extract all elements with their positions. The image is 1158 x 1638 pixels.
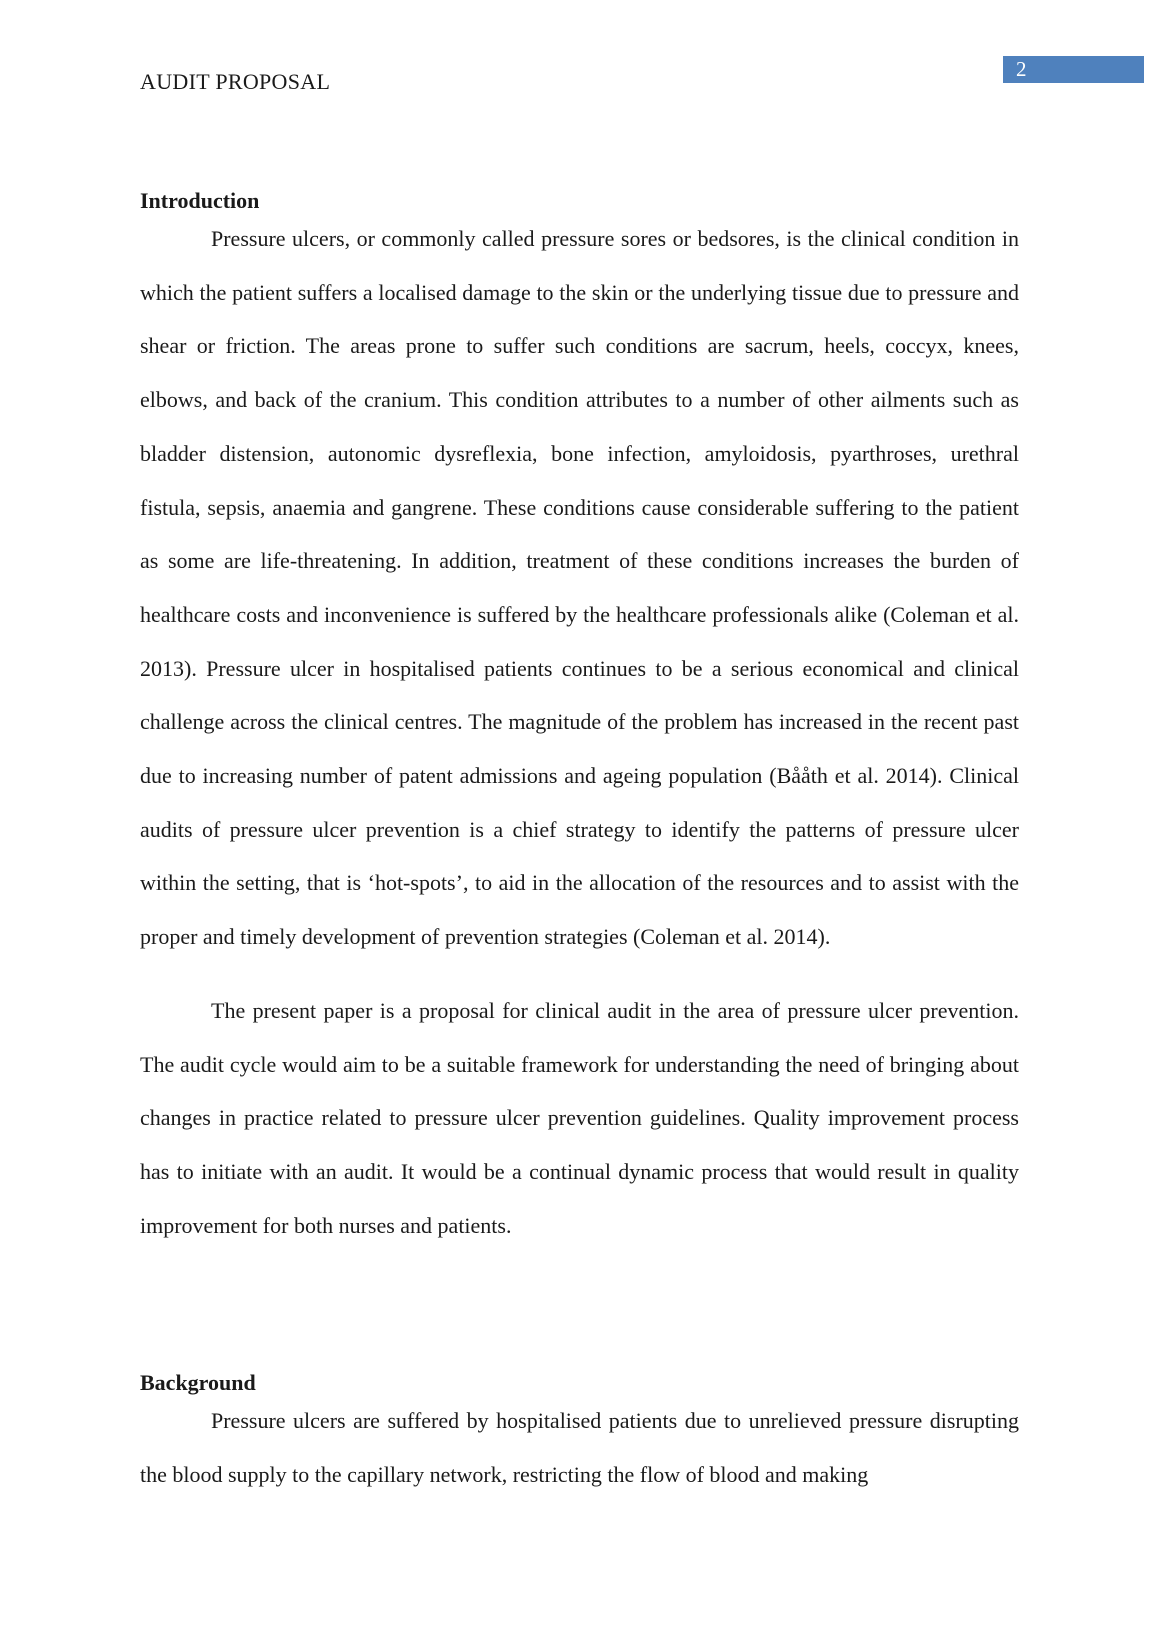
introduction-paragraph-2: The present paper is a proposal for clinical audit in the area of pressure ulcer prevention. The audit cycle would aim to be a suitable framework for understanding the need of bringing about changes in practice related to pressure ulcer prevention guidelines. Quality improvement process has to initiate with an audit. It would be a continual dynamic process that would result in quality improvement for both nurses and patients. [140,997,1019,1238]
background-heading: Background [140,1370,256,1395]
introduction-heading: Introduction [140,188,260,213]
running-head: AUDIT PROPOSAL [140,69,331,94]
paragraph-spacer [140,964,1019,984]
introduction-paragraph-1: Pressure ulcers, or commonly called pressure sores or bedsores, is the clinical condition in which the patient suffers a localised damage to the skin or the underlying tissue due to pressure and shear or friction. The areas prone to suffer such conditions are sacrum, heels, coccyx, knees, elbows, and back of the cranium. This condition attributes to a number of other ailments such as bladder distension, autonomic dysreflexia, bone infection, amyloidosis, pyarthroses, urethral fistula, sepsis, anaemia and gangrene. These conditions cause considerable suffering to the patient as some are life-threatening. In addition, treatment of these conditions increases the burden of healthcare costs and inconvenience is suffered by the healthcare professionals alike (Coleman et al. 2013). Pressure ulcer in hospitalised patients continues to be a serious economical and clinical challenge across the clinical centres. The magnitude of the problem has increased in the recent past due to increasing number of patent admissions and ageing population (Bååth et al. 2014). Clinical audits of pressure ulcer prevention is a chief strategy to identify the patterns of pressure ulcer within the setting, that is ‘hot-spots’, to aid in the allocation of the resources and to assist with the proper and timely development of prevention strategies (Coleman et al. 2014). [140,226,1019,950]
background-paragraph-1: Pressure ulcers are suffered by hospitalised patients due to unrelieved pressure disrupting the blood supply to the capillary network, restricting the flow of blood and making [140,1408,1019,1487]
background-section [140,1367,1019,1501]
introduction-section [140,185,1019,1252]
page-number-badge [1003,56,1144,83]
page-number: 2 [1016,57,1027,81]
